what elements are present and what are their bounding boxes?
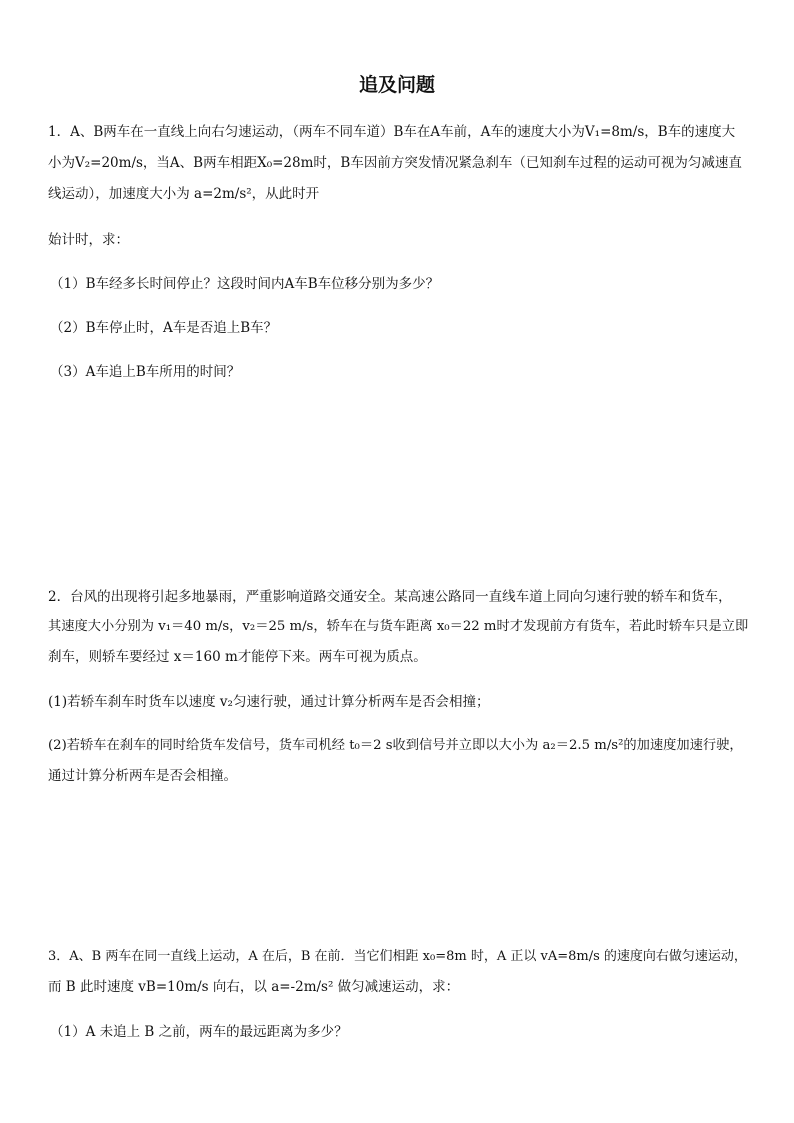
question-2-part-2-line-2: 通过计算分析两车是否会相撞。 bbox=[48, 768, 237, 784]
question-2-part-2-line-1: (2)若轿车在刹车的同时给货车发信号，货车司机经 t₀＝2 s收到信号并立即以大小为 a₂＝2.5 m/s²的加速度加速行驶， bbox=[48, 738, 743, 753]
question-3-line-1: 3．A、B 两车在同一直线上运动，A 在后，B 在前．当它们相距 x₀=8m 时，A 正以 vA=8m/s 的速度向右做匀速运动， bbox=[48, 949, 747, 964]
question-2-line-1: 2．台风的出现将引起多地暴雨，严重影响道路交通安全。某高速公路同一直线车道上同向匀速行驶的轿车和货车， bbox=[48, 589, 732, 605]
question-1-line-4: 始计时，求： bbox=[48, 232, 129, 248]
question-1-line-1: 1．A、B两车在一直线上向右匀速运动，（两车不同车道）B车在A车前，A车的速度大小为V₁=8m/s，B车的速度大 bbox=[48, 124, 736, 140]
question-2-line-2: 其速度大小分别为 v₁＝40 m/s，v₂＝25 m/s，轿车在与货车距离 x₀＝22 m时才发现前方有货车，若此时轿车只是立即 bbox=[48, 619, 749, 634]
question-3-part-1: （1）A 未追上 B 之前，两车的最远距离为多少？ bbox=[50, 1024, 348, 1040]
question-1-part-3: （3）A车追上B车所用的时间？ bbox=[50, 364, 241, 380]
question-1-part-1: （1）B车经多长时间停止？这段时间内A车B车位移分别为多少？ bbox=[50, 276, 440, 292]
question-3-line-2: 而 B 此时速度 vB=10m/s 向右，以 a=-2m/s² 做匀减速运动，求： bbox=[48, 979, 460, 995]
question-2-line-3: 刹车，则轿车要经过 x＝160 m才能停下来。两车可视为质点。 bbox=[48, 649, 427, 665]
question-2-part-1: (1)若轿车刹车时货车以速度 v₂匀速行驶，通过计算分析两车是否会相撞； bbox=[48, 694, 490, 710]
question-1-line-3: 线运动），加速度大小为 a=2m/s²，从此时开 bbox=[48, 186, 320, 202]
question-1-part-2: （2）B车停止时，A车是否追上B车？ bbox=[50, 320, 278, 336]
page-title: 追及问题 bbox=[358, 74, 435, 96]
question-1-line-2: 小为V₂=20m/s，当A、B两车相距X₀=28m时，B车因前方突发情况紧急刹车（已知刹车过程的运动可视为匀减速直 bbox=[48, 155, 742, 171]
